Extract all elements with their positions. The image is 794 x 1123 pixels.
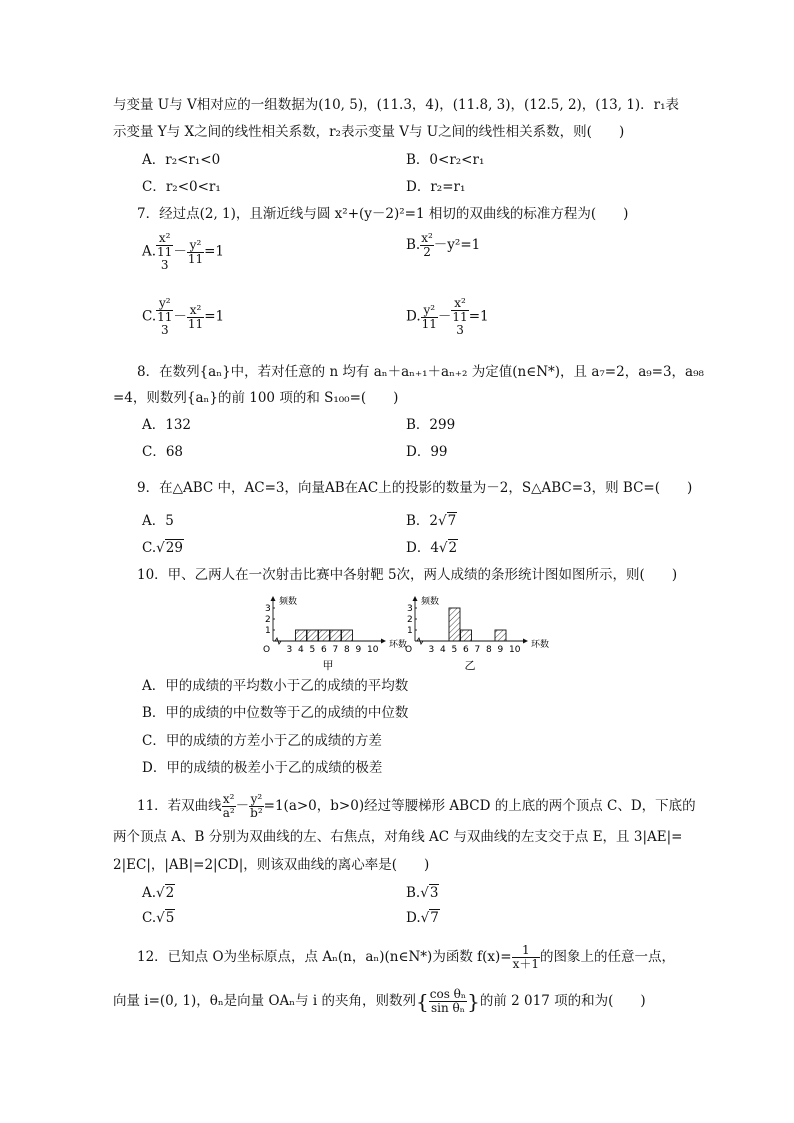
q10-option-b: B．甲的成绩的中位数等于乙的成绩的中位数: [142, 705, 409, 721]
q6-line2: 示变量 Y与 X之间的线性相关系数，r₂表示变量 V与 U之间的线性相关系数，则( ): [113, 124, 625, 140]
x-tick-label: 10: [509, 645, 521, 655]
bar-7: [330, 630, 341, 641]
q6-option-d: D．r₂=r₁: [406, 179, 466, 195]
bar-5: [307, 630, 318, 641]
q6-option-a: A．r₂<r₁<0: [142, 152, 221, 168]
q8-option-a: A．132: [142, 417, 192, 433]
chart-jia: [263, 595, 407, 672]
q7-option-c: C. y² 11 3 － $\frac{\text{x²}}{11}$ =1: [142, 296, 225, 337]
x-tick-label: O: [263, 645, 271, 655]
q7-option-a: A. x² 11 3 － $\frac{\text{y²}}{11}$ =1: [142, 231, 225, 272]
bar-6: [319, 630, 330, 641]
x-tick-label: O: [405, 645, 413, 655]
q10-option-c: C．甲的成绩的方差小于乙的成绩的方差: [142, 733, 382, 749]
q10-stem: 10．甲、乙两人在一次射击比赛中各射靶 5次，两人成绩的条形统计图如图所示，则( ): [137, 567, 678, 583]
q7-option-d: D. $\frac{\text{y²}}{11}$ － x² 11 3 =1: [406, 296, 489, 337]
q6-line1: 与变量 U与 V相对应的一组数据为(10, 5)，(11.3，4)，(11.8, 3)，(12.5, 2)，(13, 1)．r₁表: [113, 97, 680, 113]
x-tick-label: 5: [451, 645, 458, 655]
x-axis-arrow: [381, 639, 386, 644]
q7-option-b: B. $\frac{\text{x²}}{2}$ －y²=1: [406, 231, 481, 259]
bar-5: [449, 608, 460, 641]
bar-9: [495, 630, 506, 641]
x-tick-label: 8: [344, 645, 350, 655]
q12-line2: 向量 i=(0, 1)，θₙ是向量 OAₙ与 i 的夹角，则数列{ $\frac{\text{cos θₙ}}{\text{sin θₙ}}$ }的前 2 017 项的和为( ): [113, 987, 646, 1015]
x-tick-label: 9: [355, 645, 362, 655]
x-axis-arrow: [523, 639, 528, 644]
x-tick-label: 7: [474, 645, 481, 655]
x-tick-label: 3: [428, 645, 435, 655]
q10-option-d: D．甲的成绩的极差小于乙的成绩的极差: [142, 760, 383, 776]
x-tick-label: 9: [497, 645, 504, 655]
x-axis-label: 环数: [531, 640, 550, 650]
y-axis-arrow: [413, 596, 418, 601]
chart-yi: [405, 595, 549, 672]
y-tick-label: 2: [407, 615, 413, 625]
x-tick-label: 6: [321, 645, 327, 655]
q9-stem: 9．在△ABC 中，AC=3，向量AB在AC上的投影的数量为－2，S△ABC=3，则 BC=( ): [137, 480, 693, 496]
x-tick-label: 4: [440, 645, 446, 655]
q11-line3: 2|EC|，|AB|=2|CD|，则该双曲线的离心率是( ): [113, 857, 430, 873]
q11-option-b: B.√3: [406, 885, 439, 901]
q8-option-c: C．68: [142, 444, 184, 460]
y-tick-label: 1: [407, 626, 413, 636]
q8-option-b: B．299: [406, 417, 456, 433]
x-tick-label: 5: [309, 645, 316, 655]
q6-option-b: B．0<r₂<r₁: [406, 152, 485, 168]
y-tick-label: 1: [265, 626, 271, 636]
x-tick-label: 10: [367, 645, 379, 655]
y-axis-label: 频数: [421, 597, 440, 607]
q11-option-a: A.√2: [142, 885, 175, 901]
x-tick-label: 7: [332, 645, 339, 655]
y-axis-label: 频数: [279, 597, 298, 607]
x-tick-label: 3: [286, 645, 293, 655]
q8-line1: 8．在数列{aₙ}中，若对任意的 n 均有 aₙ＋aₙ₊₁＋aₙ₊₂ 为定值(n∈N*)，且 a₇=2，a₉=3，a₉₈: [137, 364, 704, 380]
q10-option-a: A．甲的成绩的平均数小于乙的成绩的平均数: [142, 678, 409, 694]
chart-title: 乙: [464, 659, 476, 672]
q9-option-b: B．2√7: [406, 513, 457, 529]
q11-option-c: C.√5: [142, 910, 175, 926]
q8-line2: =4，则数列{aₙ}的前 100 项的和 S₁₀₀=( ): [113, 390, 399, 406]
q11-line1: 11．若双曲线 $\frac{\text{x²}}{\text{a²}}$ － $\frac{\text{y²}}{\text{b²}}$ =1(a>0，b>0)经过等腰梯形 ABCD 的上底的两个顶点 C、D，下底的: [137, 792, 696, 820]
x-tick-label: 4: [298, 645, 304, 655]
x-tick-label: 8: [486, 645, 492, 655]
y-tick-label: 3: [265, 604, 271, 614]
y-tick-label: 2: [265, 615, 271, 625]
bar-8: [342, 630, 353, 641]
x-axis-label: 环数: [389, 640, 408, 650]
q9-option-d: D．4√2: [406, 540, 458, 556]
q9-option-a: A．5: [142, 513, 174, 529]
x-tick-label: 6: [463, 645, 469, 655]
bar-4: [296, 630, 307, 641]
q7-stem: 7．经过点(2, 1)，且渐近线与圆 x²+(y－2)²=1 相切的双曲线的标准方程为( ): [137, 206, 629, 222]
q6-option-c: C．r₂<0<r₁: [142, 179, 221, 195]
y-axis-arrow: [271, 596, 276, 601]
chart-title: 甲: [322, 659, 334, 672]
bar-6: [461, 630, 472, 641]
q11-line2: 两个顶点 A、B 分别为双曲线的左、右焦点，对角线 AC 与双曲线的左支交于点 E，且 3|AE|=: [113, 829, 683, 845]
q10-charts: [255, 595, 555, 673]
q11-option-d: D.√7: [406, 910, 439, 926]
y-tick-label: 3: [407, 604, 413, 614]
q9-option-c: C.√29: [142, 540, 183, 556]
q8-option-d: D．99: [406, 444, 448, 460]
q12-line1: 12．已知点 O为坐标原点，点 Aₙ(n，aₙ)(n∈N*)为函数 f(x)= $\frac{1}{x+1}$ 的图象上的任意一点，: [137, 943, 675, 971]
